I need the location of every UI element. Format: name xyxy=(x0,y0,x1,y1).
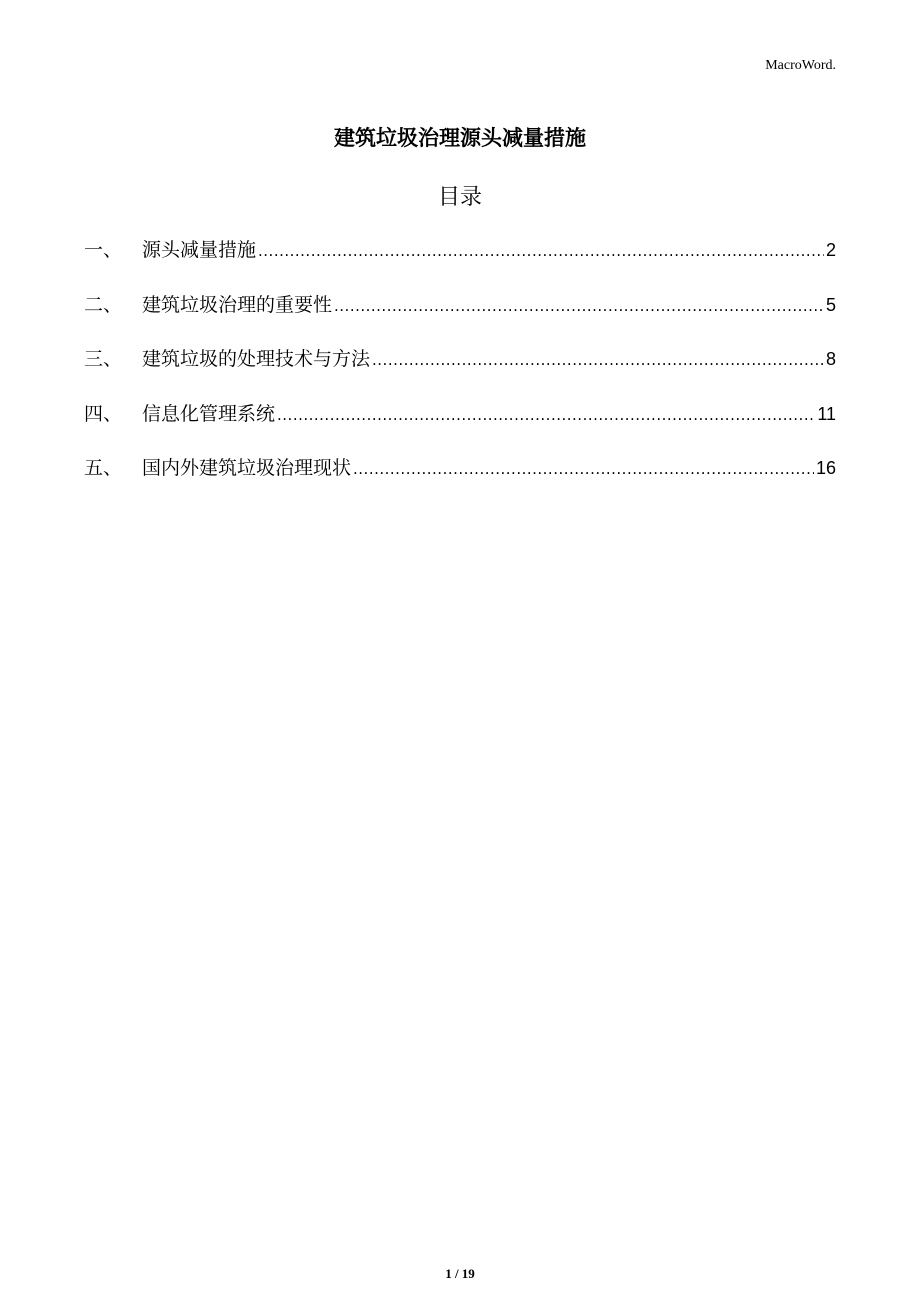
toc-entry-label: 建筑垃圾治理的重要性 xyxy=(142,293,333,316)
toc-entry-page: 8 xyxy=(825,349,836,369)
toc-entry-number: 三、 xyxy=(84,348,123,370)
toc-entry-label: 建筑垃圾的处理技术与方法 xyxy=(142,348,371,370)
toc-dot-leader xyxy=(258,242,824,260)
toc-entry-page: 11 xyxy=(817,403,836,424)
toc-dot-leader xyxy=(277,406,815,424)
toc-entry-number: 一、 xyxy=(84,239,123,261)
toc-entry[interactable] xyxy=(84,399,836,454)
toc-entry-page: 2 xyxy=(825,240,836,260)
document-title: 建筑垃圾治理源头减量措施 xyxy=(334,126,586,150)
toc-entry-number: 四、 xyxy=(84,402,123,425)
toc-dot-leader xyxy=(372,351,824,369)
toc-dot-leader xyxy=(353,460,814,478)
toc-entry-label: 国内外建筑垃圾治理现状 xyxy=(142,457,352,479)
toc-entry-label: 源头减量措施 xyxy=(142,239,257,261)
toc-entry-number: 二、 xyxy=(84,293,123,316)
toc-entry[interactable] xyxy=(84,453,836,508)
toc-dot-leader xyxy=(334,297,824,315)
page-indicator: 1 / 19 xyxy=(445,1266,475,1281)
toc-entry-page: 16 xyxy=(815,458,836,478)
table-of-contents xyxy=(84,235,836,508)
toc-entry[interactable] xyxy=(84,344,836,399)
toc-entry-label: 信息化管理系统 xyxy=(142,402,276,425)
header-brand: MacroWord. xyxy=(765,58,836,73)
toc-heading: 目录 xyxy=(437,185,482,210)
toc-entry[interactable] xyxy=(84,235,836,290)
toc-entry-number: 五、 xyxy=(84,457,123,479)
toc-entry-page: 5 xyxy=(825,294,836,315)
toc-entry[interactable] xyxy=(84,290,836,345)
